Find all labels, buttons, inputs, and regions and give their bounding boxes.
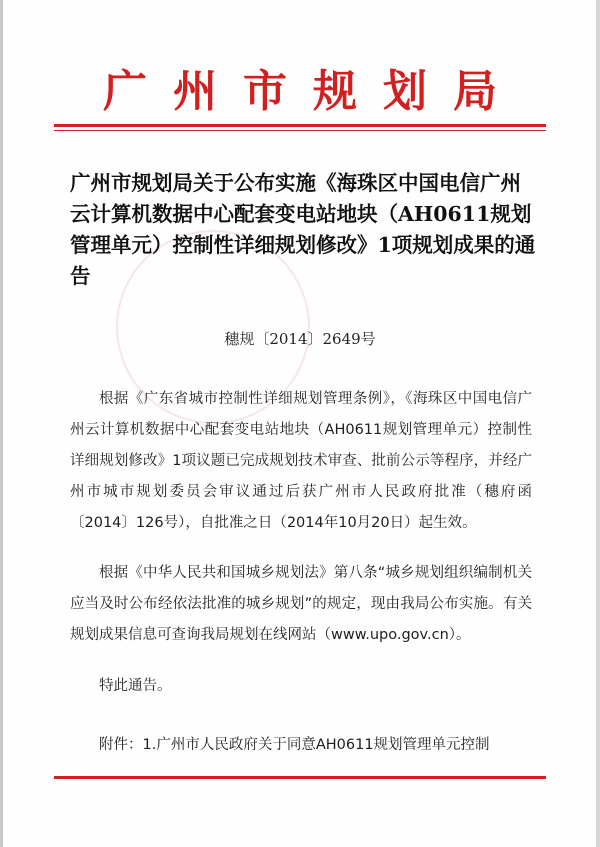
attachment-line: 附件：1.广州市人民政府关于同意AH0611规划管理单元控制 <box>99 737 490 753</box>
letterhead-rule-thick <box>54 124 546 127</box>
body-paragraph-1 <box>70 384 532 539</box>
paragraph-text: 根据《中华人民共和国城乡规划法》第八条“城乡规划组织编制机关应当及时公布经依法批准的城乡规划”的规定，现由我局公布实施。有关规划成果信息可查询我局规划在线网站（www.upo.gov.cn）。 <box>70 565 532 643</box>
scan-edge-left <box>0 0 3 847</box>
scan-edge-right <box>596 0 600 847</box>
footer-rule <box>54 776 546 779</box>
letterhead-rule-thin <box>54 130 546 131</box>
notice-title: 广州市规划局关于公布实施《海珠区中国电信广州云计算机数据中心配套变电站地块（AH0611规划管理单元）控制性详细规划修改》1项规划成果的通告 <box>70 171 536 288</box>
paragraph-text: 根据《广东省城市控制性详细规划管理条例》，《海珠区中国电信广州云计算机数据中心配套变电站地块（AH0611规划管理单元）控制性详细规划修改》1项议题已完成规划技术审查、批前公示等程序，并经广州市城市规划委员会审议通过后获广州市人民政府批准（穗府函〔2014〕126号），自批准之日（2014年10月20日）起生效。 <box>70 391 532 531</box>
document-number: 穗规〔2014〕2649号 <box>224 330 376 348</box>
org-letterhead: 广州市规划局 <box>103 66 523 117</box>
body-paragraph-3 <box>70 671 532 702</box>
body-paragraph-2 <box>70 558 532 651</box>
paragraph-text: 特此通告。 <box>99 678 172 694</box>
